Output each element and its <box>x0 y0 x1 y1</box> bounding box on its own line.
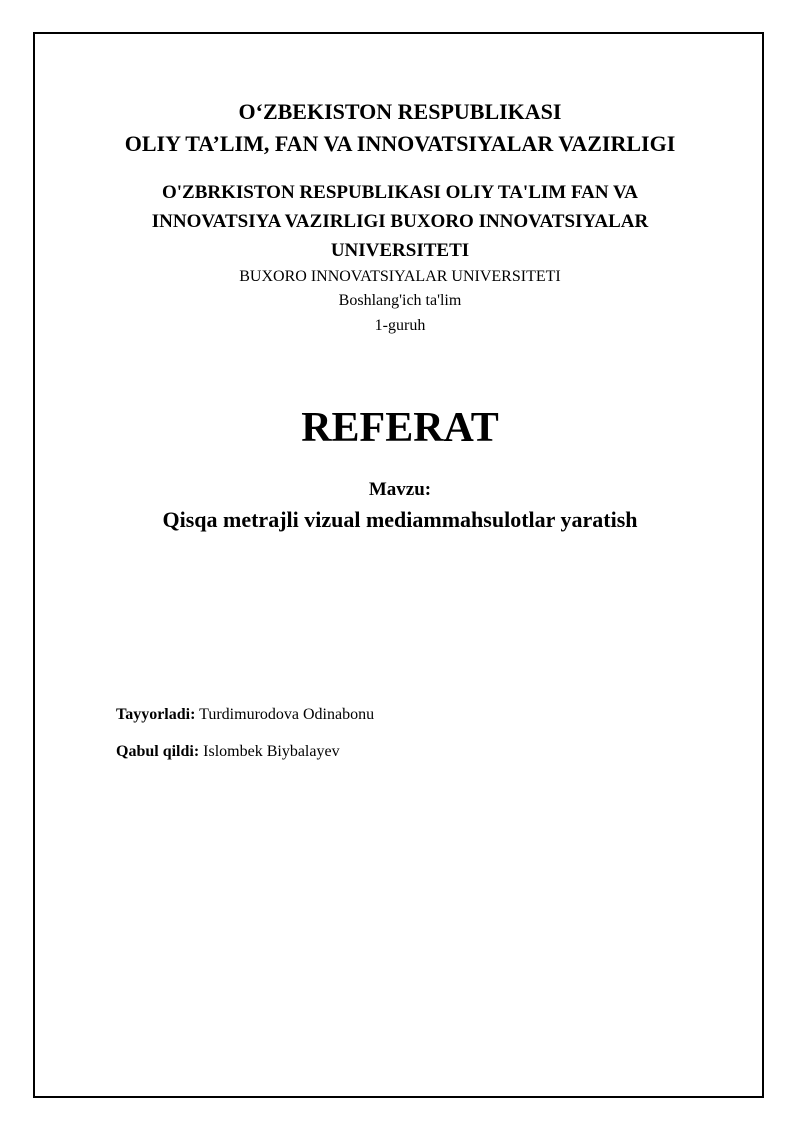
institution-title-line3: UNIVERSITETI <box>330 240 470 261</box>
ministry-header-line1: O‘ZBEKISTON RESPUBLIKASI <box>238 99 562 124</box>
ministry-header-line2: OLIY TA’LIM, FAN VA INNOVATSIYALAR VAZIRLIGI <box>124 131 676 156</box>
prepared-by-name: Turdimurodova Odinabonu <box>199 706 375 723</box>
institution-title <box>40 178 760 265</box>
accepted-by-name: Islombek Biybalayev <box>203 743 340 760</box>
accepted-by-line <box>116 741 340 763</box>
group-name: 1-guruh <box>374 317 426 334</box>
accepted-by-label: Qabul qildi: <box>116 743 200 760</box>
ministry-header <box>40 96 760 160</box>
university-name: BUXORO INNOVATSIYALAR UNIVERSITETI <box>239 268 561 285</box>
prepared-by-label: Tayyorladi: <box>116 706 196 723</box>
institution-title-line1: O'ZBRKISTON RESPUBLIKASI OLIY TA'LIM FAN VA <box>161 182 638 203</box>
topic-title: Qisqa metrajli vizual mediammahsulotlar yaratish <box>162 507 638 532</box>
document-type-title: REFERAT <box>301 405 499 451</box>
faculty-name: Boshlang'ich ta'lim <box>338 292 462 309</box>
topic-label: Mavzu: <box>368 479 432 500</box>
institution-title-line2: INNOVATSIYA VAZIRLIGI BUXORO INNOVATSIYALAR <box>151 211 649 232</box>
prepared-by-line <box>116 704 374 726</box>
